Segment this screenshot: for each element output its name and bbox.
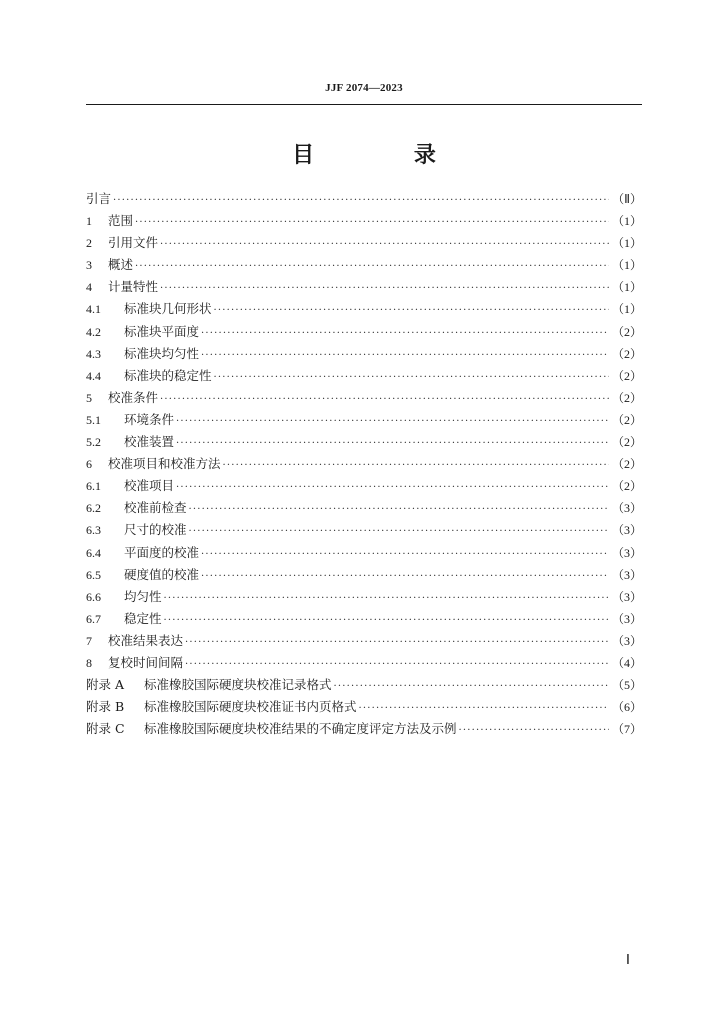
toc-entry-number: 6 bbox=[86, 457, 92, 472]
toc-entry-number: 6.2 bbox=[86, 501, 101, 516]
toc-entry-label: 范围 bbox=[108, 213, 134, 229]
page-title: 目 录 bbox=[292, 143, 482, 168]
toc-entry-number: 4.2 bbox=[86, 324, 101, 339]
toc-entry-number: 5.2 bbox=[86, 435, 101, 450]
toc-entry-text bbox=[86, 188, 111, 210]
toc-leader-dots bbox=[160, 234, 609, 256]
toc-entry-label: 尺寸的校准 bbox=[124, 522, 187, 538]
toc-entry-text bbox=[86, 254, 133, 276]
toc-entry-text bbox=[86, 298, 212, 320]
toc-entry-label: 标准橡胶国际硬度块校准记录格式 bbox=[144, 677, 332, 693]
toc-entry-text bbox=[86, 365, 212, 387]
toc-entry-text bbox=[86, 674, 332, 696]
toc-entry[interactable] bbox=[86, 674, 642, 696]
toc-entry-text bbox=[86, 586, 162, 608]
toc-entry-label: 环境条件 bbox=[124, 411, 175, 427]
toc-entry-number: 3 bbox=[86, 258, 92, 273]
toc-entry[interactable] bbox=[86, 586, 642, 608]
toc-entry[interactable] bbox=[86, 431, 642, 453]
toc-entry[interactable] bbox=[86, 630, 642, 652]
toc-entry-page: （Ⅱ） bbox=[612, 192, 642, 206]
toc-entry-text bbox=[86, 321, 199, 343]
toc-leader-dots bbox=[185, 632, 609, 654]
header-divider bbox=[86, 104, 642, 105]
toc-entry[interactable] bbox=[86, 475, 642, 497]
toc-entry-page: （3） bbox=[612, 567, 643, 582]
toc-entry-number: 6.3 bbox=[86, 523, 101, 538]
toc-entry-text bbox=[86, 210, 133, 232]
toc-entry-number: 6.7 bbox=[86, 611, 101, 626]
toc-entry-label: 校准项目和校准方法 bbox=[108, 456, 221, 472]
toc-leader-dots bbox=[176, 477, 609, 499]
page-number: Ⅰ bbox=[625, 953, 631, 968]
toc-entry-label: 标准橡胶国际硬度块校准证书内页格式 bbox=[144, 699, 357, 715]
toc-leader-dots bbox=[164, 588, 609, 610]
toc-entry-number: 附录 B bbox=[86, 699, 125, 715]
toc-entry-number: 6.5 bbox=[86, 567, 101, 582]
toc-entry[interactable] bbox=[86, 608, 642, 630]
toc-entry[interactable] bbox=[86, 387, 642, 409]
toc-leader-dots bbox=[334, 676, 609, 698]
toc-leader-dots bbox=[113, 190, 609, 212]
toc-entry-label: 概述 bbox=[108, 257, 134, 273]
toc-entry-page: （1） bbox=[612, 280, 643, 295]
toc-entry-label: 校准前检查 bbox=[124, 500, 187, 516]
toc-entry-label: 引言 bbox=[86, 191, 112, 206]
toc-entry-text bbox=[86, 431, 174, 453]
toc-entry-page: （1） bbox=[612, 258, 643, 273]
toc-leader-dots bbox=[214, 300, 609, 322]
standard-code-header: JJF 2074—2023 bbox=[325, 82, 403, 94]
toc-entry-page: （1） bbox=[612, 302, 643, 317]
toc-entry-page: （3） bbox=[612, 545, 643, 560]
toc-entry[interactable] bbox=[86, 409, 642, 431]
toc-entry-page: （3） bbox=[612, 611, 643, 626]
toc-entry-page: （2） bbox=[612, 368, 643, 383]
toc-entry[interactable] bbox=[86, 497, 642, 519]
toc-entry-label: 计量特性 bbox=[108, 279, 159, 295]
toc-entry[interactable] bbox=[86, 519, 642, 541]
toc-leader-dots bbox=[359, 698, 609, 720]
toc-entry-label: 校准结果表达 bbox=[108, 632, 184, 648]
toc-entry-text bbox=[86, 718, 457, 740]
table-of-contents bbox=[86, 188, 642, 740]
toc-entry[interactable] bbox=[86, 542, 642, 564]
toc-entry-number: 4.3 bbox=[86, 346, 101, 361]
toc-entry[interactable] bbox=[86, 276, 642, 298]
toc-leader-dots bbox=[214, 367, 609, 389]
toc-entry-number: 2 bbox=[86, 236, 92, 251]
toc-leader-dots bbox=[201, 323, 609, 345]
toc-entry-text bbox=[86, 232, 158, 254]
toc-entry-label: 复校时间间隔 bbox=[108, 654, 184, 670]
toc-entry-page: （2） bbox=[612, 435, 643, 450]
toc-entry-label: 引用文件 bbox=[108, 235, 159, 251]
toc-entry[interactable] bbox=[86, 718, 642, 740]
toc-entry-number: 6.6 bbox=[86, 589, 101, 604]
toc-entry-text bbox=[86, 497, 187, 519]
toc-entry-page: （4） bbox=[612, 655, 643, 670]
toc-entry-label: 标准块几何形状 bbox=[124, 301, 212, 317]
toc-entry-page: （3） bbox=[612, 501, 643, 516]
toc-entry-label: 标准块均匀性 bbox=[124, 345, 200, 361]
toc-entry-page: （1） bbox=[612, 236, 643, 251]
toc-entry-page: （3） bbox=[612, 633, 643, 648]
toc-entry-label: 均匀性 bbox=[124, 588, 162, 604]
toc-entry-text bbox=[86, 696, 357, 718]
toc-leader-dots bbox=[164, 610, 609, 632]
toc-entry-text bbox=[86, 409, 174, 431]
toc-entry-page: （3） bbox=[612, 589, 643, 604]
toc-entry-number: 附录 C bbox=[86, 721, 125, 737]
toc-entry-text bbox=[86, 387, 158, 409]
toc-leader-dots bbox=[201, 566, 609, 588]
toc-entry-label: 校准条件 bbox=[108, 389, 159, 405]
toc-entry-text bbox=[86, 343, 199, 365]
toc-leader-dots bbox=[201, 544, 609, 566]
toc-leader-dots bbox=[185, 654, 609, 676]
toc-entry[interactable] bbox=[86, 254, 642, 276]
toc-entry-number: 6.4 bbox=[86, 545, 101, 560]
toc-entry-label: 标准块的稳定性 bbox=[124, 367, 212, 383]
toc-entry[interactable] bbox=[86, 188, 642, 210]
toc-entry-text bbox=[86, 276, 158, 298]
toc-entry[interactable] bbox=[86, 564, 642, 586]
toc-entry[interactable] bbox=[86, 453, 642, 475]
toc-entry-page: （2） bbox=[612, 412, 643, 427]
toc-entry-page: （2） bbox=[612, 479, 643, 494]
toc-leader-dots bbox=[223, 455, 609, 477]
toc-entry-page: （2） bbox=[612, 390, 643, 405]
toc-leader-dots bbox=[189, 521, 609, 543]
toc-leader-dots bbox=[189, 499, 609, 521]
toc-entry-label: 稳定性 bbox=[124, 610, 162, 626]
toc-entry-text bbox=[86, 652, 183, 674]
toc-entry[interactable] bbox=[86, 652, 642, 674]
toc-entry-page: （5） bbox=[612, 678, 643, 693]
toc-entry-label: 硬度值的校准 bbox=[124, 566, 200, 582]
toc-entry[interactable] bbox=[86, 365, 642, 387]
toc-entry-label: 校准装置 bbox=[124, 434, 175, 450]
toc-entry-page: （3） bbox=[612, 523, 643, 538]
toc-entry-number: 7 bbox=[86, 633, 92, 648]
toc-entry-number: 4 bbox=[86, 280, 92, 295]
toc-entry[interactable] bbox=[86, 298, 642, 320]
toc-entry-page: （6） bbox=[612, 700, 643, 715]
toc-entry-number: 1 bbox=[86, 214, 92, 229]
toc-entry-number: 4.1 bbox=[86, 302, 101, 317]
toc-leader-dots bbox=[160, 278, 609, 300]
toc-entry-number: 8 bbox=[86, 655, 92, 670]
toc-entry-text bbox=[86, 630, 183, 652]
toc-entry-number: 4.4 bbox=[86, 368, 101, 383]
toc-entry-label: 标准块平面度 bbox=[124, 323, 200, 339]
toc-entry-text bbox=[86, 564, 199, 586]
toc-leader-dots bbox=[135, 212, 609, 234]
toc-entry-number: 6.1 bbox=[86, 479, 101, 494]
toc-entry-label: 平面度的校准 bbox=[124, 544, 200, 560]
toc-leader-dots bbox=[201, 345, 609, 367]
toc-entry-page: （1） bbox=[612, 214, 643, 229]
toc-entry[interactable] bbox=[86, 232, 642, 254]
toc-leader-dots bbox=[459, 720, 609, 742]
toc-leader-dots bbox=[160, 389, 609, 411]
toc-leader-dots bbox=[135, 256, 609, 278]
toc-entry-number: 5 bbox=[86, 390, 92, 405]
toc-entry-text bbox=[86, 453, 221, 475]
toc-entry[interactable] bbox=[86, 343, 642, 365]
toc-entry-text bbox=[86, 475, 174, 497]
toc-entry-page: （7） bbox=[612, 722, 643, 737]
toc-entry-number: 附录 A bbox=[86, 677, 125, 693]
toc-entry-number: 5.1 bbox=[86, 412, 101, 427]
toc-entry-label: 校准项目 bbox=[124, 478, 175, 494]
toc-entry[interactable] bbox=[86, 696, 642, 718]
toc-entry-text bbox=[86, 542, 199, 564]
toc-entry-text bbox=[86, 608, 162, 630]
toc-entry-label: 标准橡胶国际硬度块校准结果的不确定度评定方法及示例 bbox=[144, 721, 457, 737]
toc-entry[interactable] bbox=[86, 321, 642, 343]
toc-entry-page: （2） bbox=[612, 324, 643, 339]
toc-leader-dots bbox=[176, 433, 609, 455]
toc-entry-page: （2） bbox=[612, 346, 643, 361]
toc-entry-text bbox=[86, 519, 187, 541]
toc-entry-page: （2） bbox=[612, 457, 643, 472]
toc-entry[interactable] bbox=[86, 210, 642, 232]
toc-leader-dots bbox=[176, 411, 609, 433]
